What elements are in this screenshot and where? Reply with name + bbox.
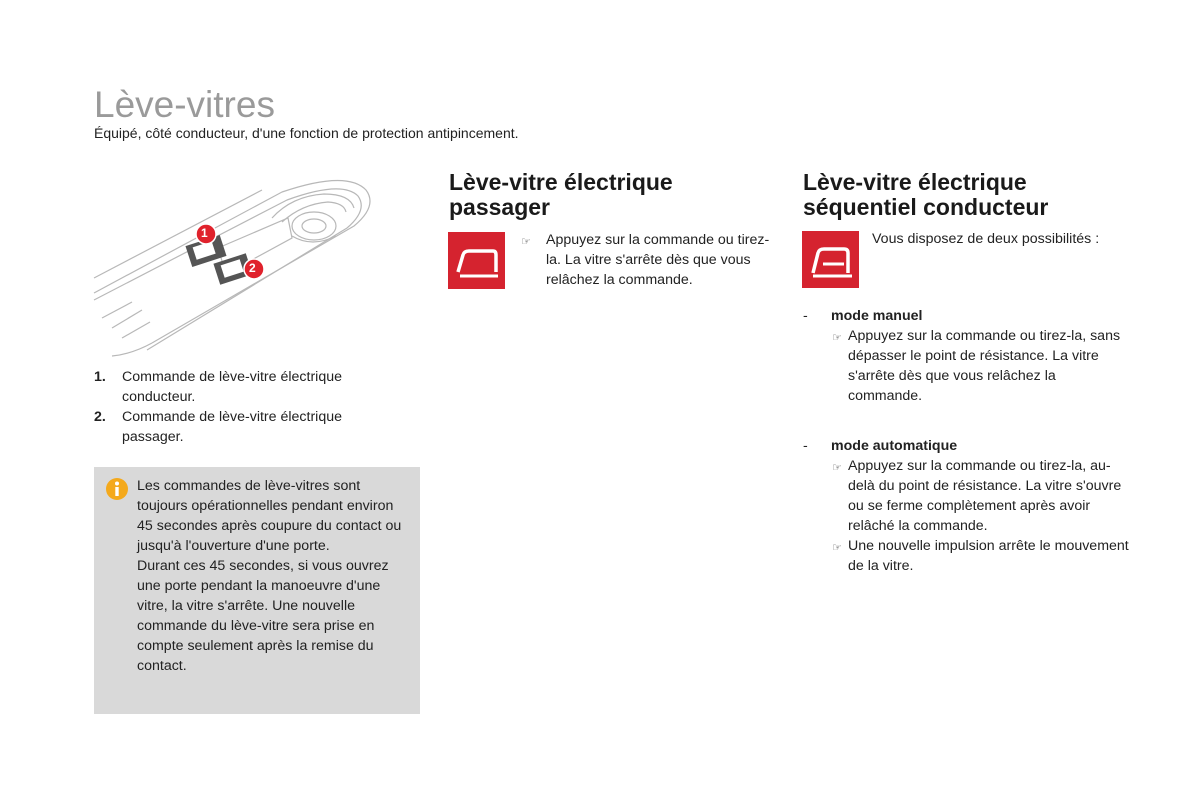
legend-number: 2. xyxy=(94,409,106,425)
page-subtitle: Équipé, côté conducteur, d'une fonction de protection antipincement. xyxy=(94,125,519,141)
driver-section-title xyxy=(803,170,1143,220)
pointing-hand-icon: ☞ xyxy=(832,541,842,554)
info-paragraph: Durant ces 45 secondes, si vous ouvrez une porte pendant la manoeuvre d'une vitre, la vitre s'arrête. Une nouvelle commande du lève-vitre sera prise en compte seulement après la remise du contact. xyxy=(137,558,389,674)
manual-mode-label: mode manuel xyxy=(831,308,923,324)
passenger-instruction xyxy=(521,230,771,290)
passenger-instruction-text: Appuyez sur la commande ou tirez-la. La vitre s'arrête dès que vous relâchez la commande. xyxy=(546,232,770,288)
callout-1: 1 xyxy=(201,226,208,240)
page-title: Lève-vitres xyxy=(94,84,275,125)
automatic-mode-block xyxy=(803,436,1133,576)
info-paragraph: Les commandes de lève-vitres sont toujours opérationnelles pendant environ 45 secondes après coupure du contact ou jusqu'à l'ouverture d'une porte. xyxy=(137,478,402,554)
automatic-mode-text: Une nouvelle impulsion arrête le mouvement de la vitre. xyxy=(848,538,1129,574)
automatic-mode-instruction xyxy=(803,536,1133,576)
passenger-title-line: Lève-vitre électrique xyxy=(449,169,673,195)
legend-text: Commande de lève-vitre électrique passager. xyxy=(122,409,343,445)
automatic-mode-instruction xyxy=(803,456,1133,536)
passenger-title-line: passager xyxy=(449,194,551,220)
driver-intro: Vous disposez de deux possibilités : xyxy=(872,231,1100,247)
automatic-mode-heading xyxy=(803,436,1133,456)
info-icon xyxy=(106,478,128,500)
driver-title-line: Lève-vitre électrique xyxy=(803,169,1027,195)
driver-title-line: séquentiel conducteur xyxy=(803,194,1049,220)
pointing-hand-icon: ☞ xyxy=(832,461,842,474)
pointing-hand-icon: ☞ xyxy=(832,331,842,344)
automatic-mode-label: mode automatique xyxy=(831,438,958,454)
legend-text: Commande de lève-vitre électrique conducteur. xyxy=(122,369,343,405)
legend-number: 1. xyxy=(94,369,106,385)
manual-mode-block xyxy=(803,306,1133,406)
manual-mode-heading xyxy=(803,306,1133,326)
legend-item xyxy=(94,407,384,447)
info-text xyxy=(137,476,412,676)
passenger-section-title xyxy=(449,170,769,220)
door-armrest-drawing xyxy=(92,178,382,358)
dash: - xyxy=(803,438,808,454)
passenger-window-switch-icon xyxy=(448,232,505,289)
driver-window-switch-icon xyxy=(802,231,859,288)
illustration-legend xyxy=(94,367,384,447)
automatic-mode-text: Appuyez sur la commande ou tirez-la, au-delà du point de résistance. La vitre s'ouvre ou se ferme complètement après avoir relâché la commande. xyxy=(848,458,1122,534)
callout-2: 2 xyxy=(249,261,256,275)
legend-item xyxy=(94,367,384,407)
manual-mode-text: Appuyez sur la commande ou tirez-la, sans dépasser le point de résistance. La vitre s'arrête dès que vous relâchez la commande. xyxy=(848,328,1121,404)
window-switch-illustration xyxy=(92,178,382,358)
manual-mode-instruction xyxy=(803,326,1133,406)
pointing-hand-icon: ☞ xyxy=(521,235,531,248)
dash: - xyxy=(803,308,808,324)
